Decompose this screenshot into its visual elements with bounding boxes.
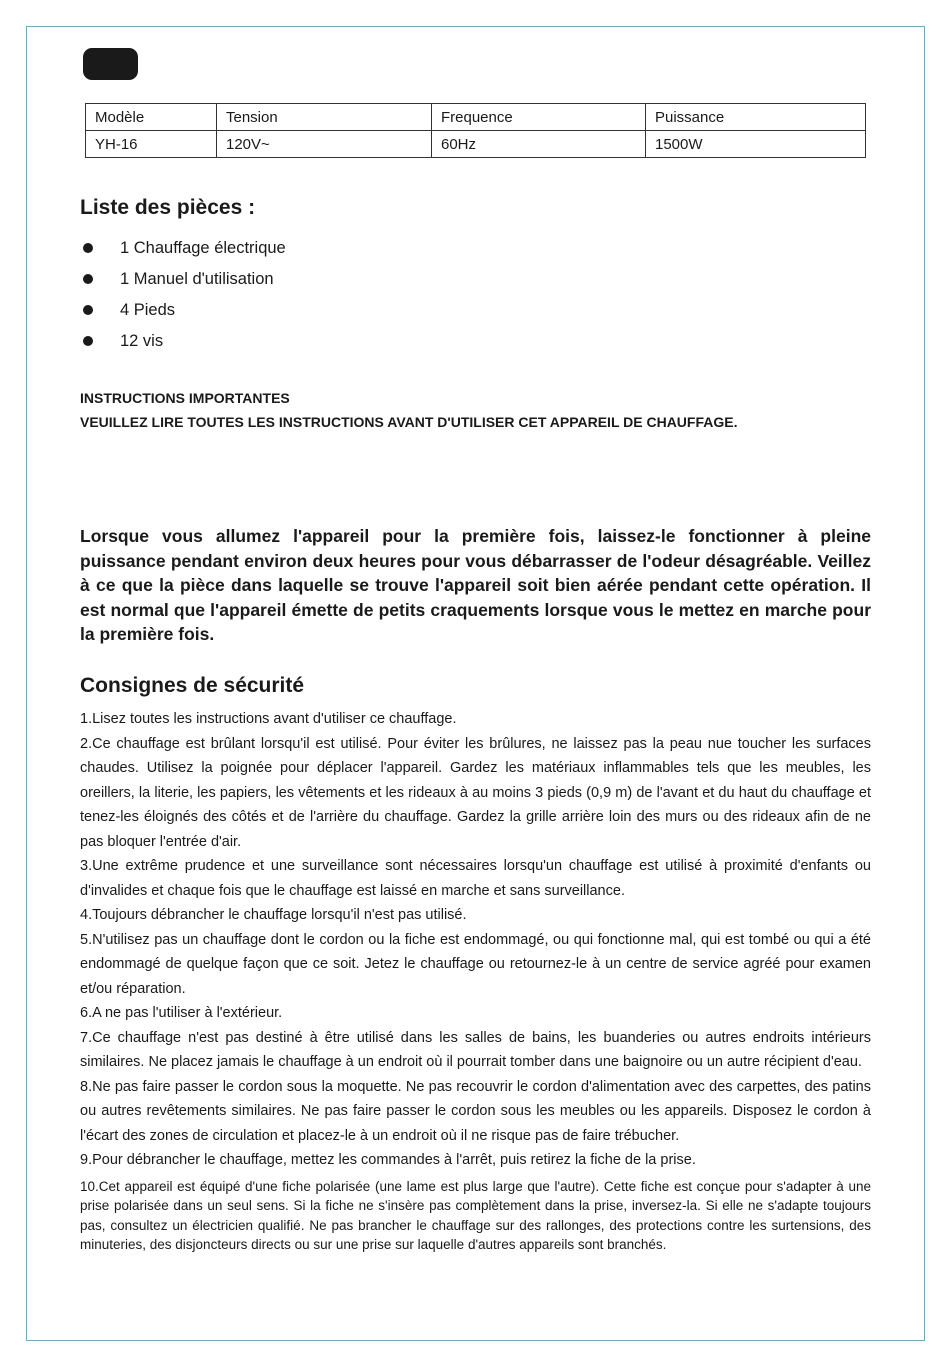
first-use-paragraph: Lorsque vous allumez l'appareil pour la première fois, laissez-le fonctionner à pleine puissance pendant environ deux heures pour vous débarrasser de l'odeur désagréable. Veillez à ce que la pièce dans laquelle se trouve l'appareil soit bien aérée pendant cette opération. Il est normal que l'appareil émette de petits craquements lorsque vous le mettez en marche pour la première fois. — [80, 526, 871, 644]
list-item — [80, 234, 286, 265]
list-item-label: 12 vis — [120, 332, 164, 350]
list-item-label: 1 Manuel d'utilisation — [120, 270, 274, 288]
safety-rules — [80, 707, 871, 1255]
important-heading: INSTRUCTIONS IMPORTANTES — [80, 390, 290, 406]
safety-rule: 1.Lisez toutes les instructions avant d'utiliser ce chauffage. — [80, 711, 457, 727]
spec-value-row — [86, 131, 866, 158]
bullet-icon — [83, 243, 93, 253]
list-item — [80, 296, 286, 327]
safety-rule: 10.Cet appareil est équipé d'une fiche polarisée (une lame est plus large que l'autre). Cette fiche est conçue pour s'adapter à une prise polarisée dans un seul sens. Si la fiche ne s'insère pas complètement dans la prise, inversez-la. Si elle ne s'adapte toujours pas, consultez un électricien qualifié. Ne pas brancher le chauffage sur des rallonges, des protections contre les surtensions, des minuteries, des disjoncteurs directs ou sur une prise sur laquelle d'autres appareils sont branchés. — [80, 1178, 871, 1252]
parts-list-title: Liste des pièces : — [80, 196, 256, 219]
spec-header-cell: Puissance — [646, 104, 866, 131]
spec-value-cell: 60Hz — [432, 131, 646, 158]
spec-header-cell: Frequence — [432, 104, 646, 131]
language-badge — [83, 48, 138, 80]
bullet-icon — [83, 336, 93, 346]
spec-value-cell: YH-16 — [86, 131, 217, 158]
spec-header-cell: Tension — [217, 104, 432, 131]
spec-value-cell: 120V~ — [217, 131, 432, 158]
important-notice — [80, 386, 737, 434]
safety-rule: 6.A ne pas l'utiliser à l'extérieur. — [80, 1005, 283, 1021]
safety-rule: 7.Ce chauffage n'est pas destiné à être utilisé dans les salles de bains, les buanderies ou autres endroits intérieurs similaires. Ne placez jamais le chauffage à un endroit où il pourrait tomber dans une baignoire ou un autre récipient d'eau. — [80, 1029, 871, 1070]
list-item — [80, 265, 286, 296]
important-subheading: VEUILLEZ LIRE TOUTES LES INSTRUCTIONS AVANT D'UTILISER CET APPAREIL DE CHAUFFAGE. — [80, 414, 738, 430]
parts-list — [80, 234, 286, 358]
spec-table — [85, 103, 866, 158]
safety-rule: 9.Pour débrancher le chauffage, mettez les commandes à l'arrêt, puis retirez la fiche de la prise. — [80, 1152, 696, 1168]
bullet-icon — [83, 274, 93, 284]
safety-rule: 5.N'utilisez pas un chauffage dont le cordon ou la fiche est endommagé, ou qui fonctionne mal, qui est tombé ou qui a été endommagé de quelque façon que ce soit. Jetez le chauffage ou retournez-le à un centre de service agréé pour examen et/ou réparation. — [80, 931, 871, 997]
safety-rule: 4.Toujours débrancher le chauffage lorsqu'il n'est pas utilisé. — [80, 907, 467, 923]
spec-header-row — [86, 104, 866, 131]
safety-rule: 2.Ce chauffage est brûlant lorsqu'il est utilisé. Pour éviter les brûlures, ne laissez pas la peau nue toucher les surfaces chaudes. Utilisez la poignée pour déplacer l'appareil. Gardez les matériaux inflammables tels que les meubles, les oreillers, la literie, les papiers, les vêtements et les rideaux à au moins 3 pieds (0,9 m) de l'avant et du haut du chauffage et tenez-les éloignés des côtés et de l'arrière du chauffage. Gardez la grille arrière loin des murs ou des rideaux afin de ne pas bloquer l'entrée d'air. — [80, 735, 871, 850]
safety-title: Consignes de sécurité — [80, 674, 305, 697]
list-item-label: 4 Pieds — [120, 301, 176, 319]
spec-header-cell: Modèle — [86, 104, 217, 131]
spec-value-cell: 1500W — [646, 131, 866, 158]
bullet-icon — [83, 305, 93, 315]
list-item-label: 1 Chauffage électrique — [120, 239, 286, 257]
safety-rule: 8.Ne pas faire passer le cordon sous la moquette. Ne pas recouvrir le cordon d'alimentation avec des carpettes, des patins ou autres revêtements similaires. Ne pas faire passer le cordon sous les meubles ou les appareils. Disposez le cordon à l'écart des zones de circulation et placez-le à un endroit où il ne risque pas de faire trébucher. — [80, 1078, 871, 1144]
list-item — [80, 327, 286, 358]
safety-rule: 3.Une extrême prudence et une surveillance sont nécessaires lorsqu'un chauffage est utilisé à proximité d'enfants ou d'invalides et chaque fois que le chauffage est laissé en marche et sans surveillance. — [80, 858, 871, 899]
